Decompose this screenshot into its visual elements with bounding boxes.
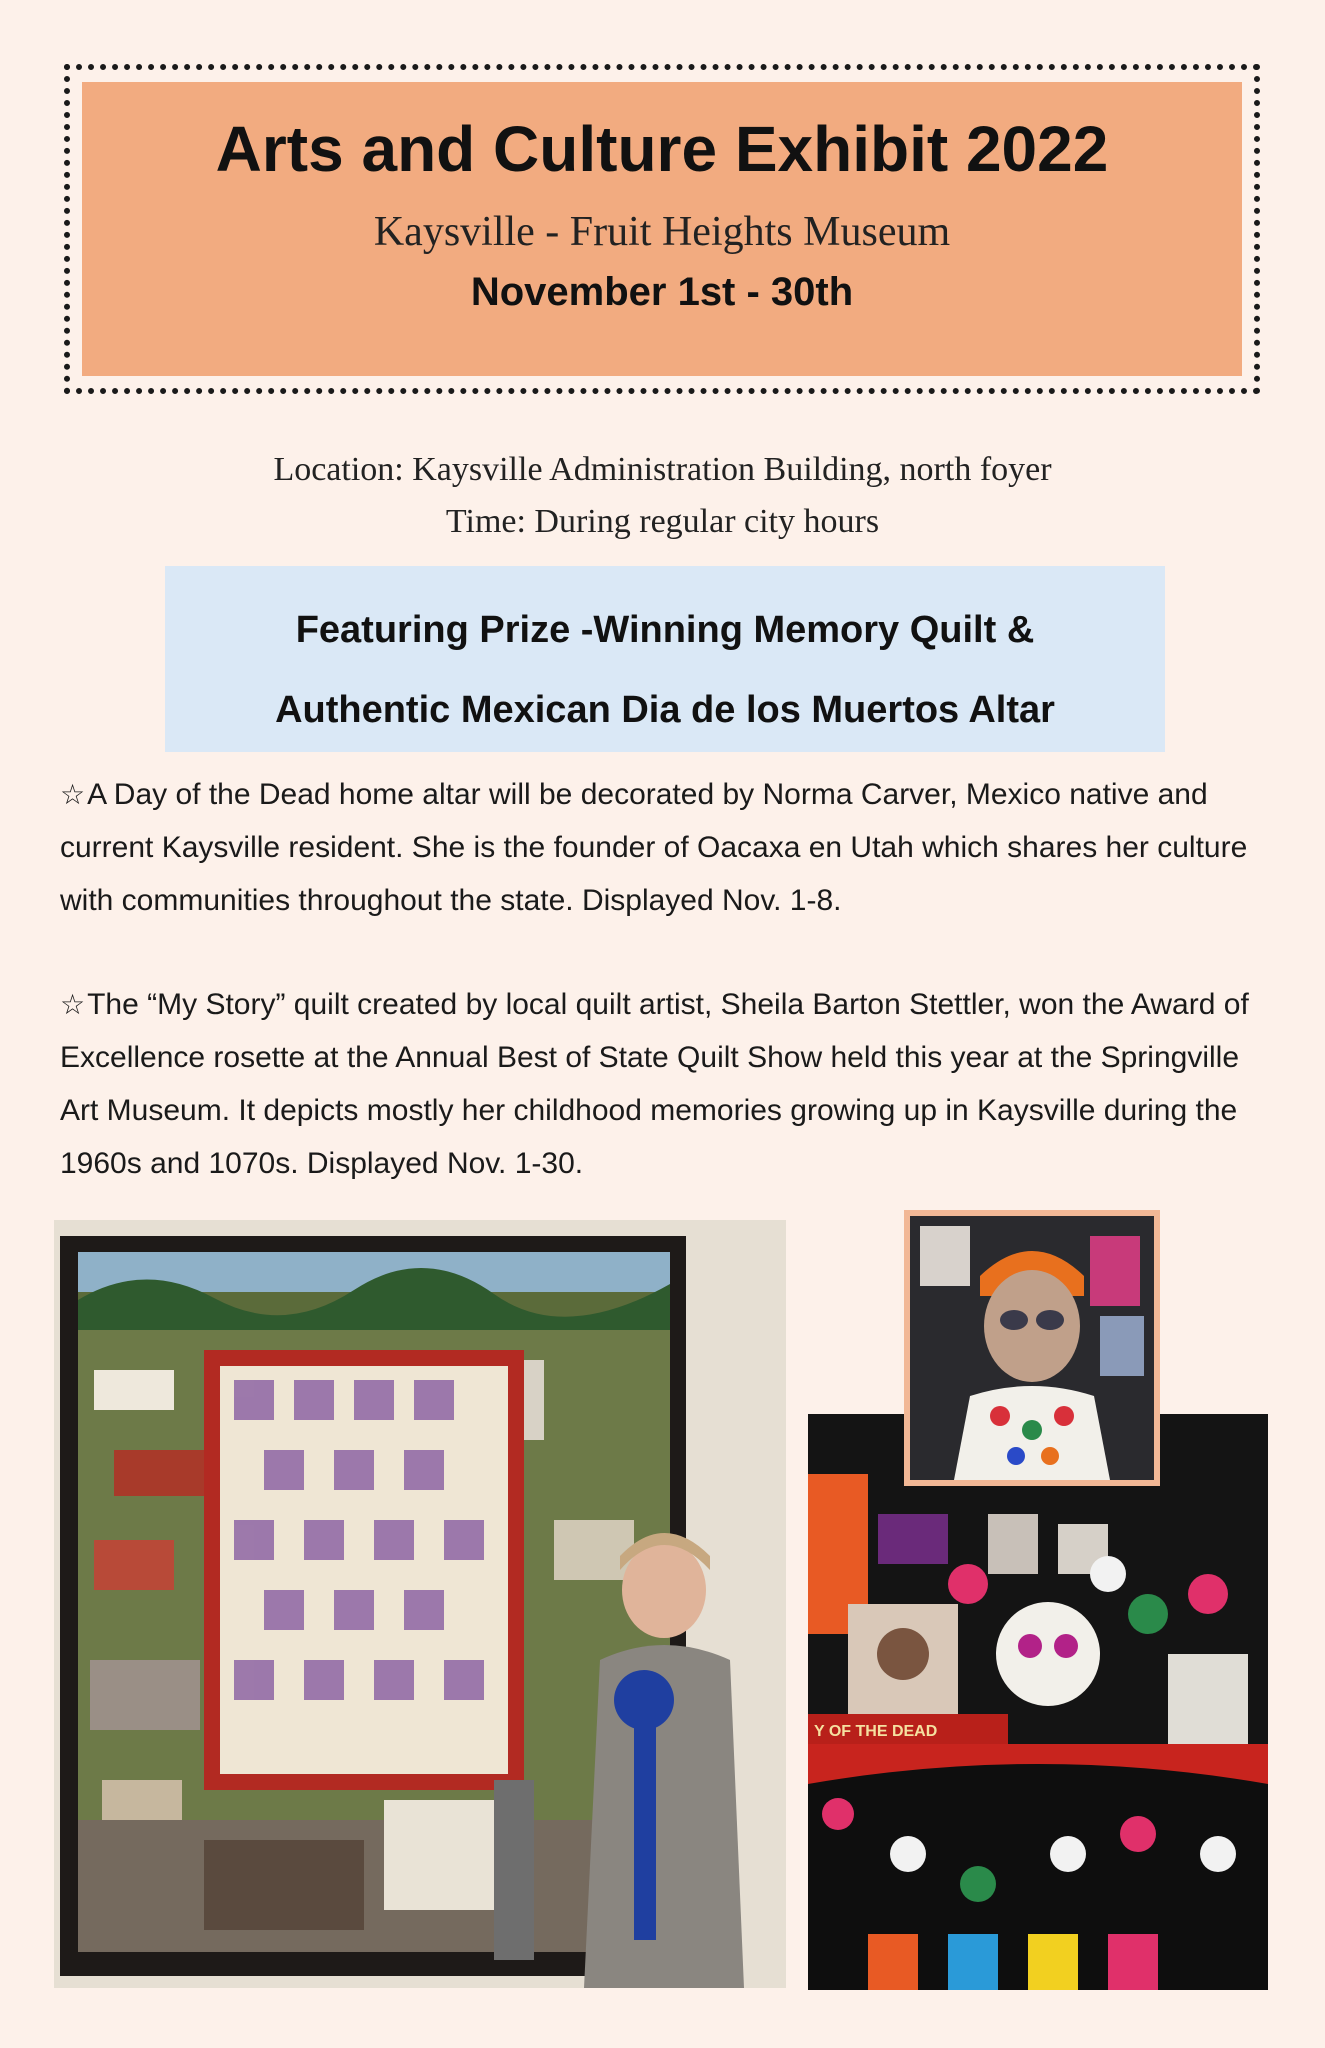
exhibit-title: Arts and Culture Exhibit 2022	[215, 113, 1109, 185]
feature-box	[165, 566, 1165, 752]
header-banner	[82, 82, 1242, 376]
altar-photo	[808, 1414, 1268, 1990]
time-line: Time: During regular city hours	[445, 503, 880, 540]
quilt-photo	[54, 1220, 786, 1988]
star-icon: ☆	[60, 989, 86, 1020]
location-block	[0, 444, 1325, 548]
altar-banner: Y OF THE DEAD	[814, 1723, 938, 1740]
feature-line-2: Authentic Mexican Dia de los Muertos Altar	[275, 689, 1055, 731]
location-line: Location: Kaysville Administration Building, north foyer	[273, 451, 1052, 488]
star-icon: ☆	[60, 779, 86, 810]
quilt-paragraph-text: The “My Story” quilt created by local quilt artist, Sheila Barton Stettler, won the Award of Excellence rosette at the Annual Best of State Quilt Show held this year at the Springville Art Museum. It depicts mostly her childhood memories growing up in Kaysville during the 1960s and 1070s. Displayed Nov. 1-30.	[60, 988, 1249, 1180]
exhibit-dates: November 1st - 30th	[470, 270, 854, 314]
portrait-photo	[904, 1210, 1160, 1486]
altar-paragraph	[60, 768, 1270, 927]
header-frame	[64, 64, 1260, 394]
feature-line-1: Featuring Prize -Winning Memory Quilt &	[295, 609, 1035, 651]
museum-name: Kaysville - Fruit Heights Museum	[373, 209, 951, 255]
quilt-paragraph	[60, 978, 1270, 1190]
altar-paragraph-text: A Day of the Dead home altar will be decorated by Norma Carver, Mexico native and current Kaysville resident. She is the founder of Oacaxa en Utah which shares her culture with communities throughout the state. Displayed Nov. 1-8.	[60, 778, 1248, 917]
